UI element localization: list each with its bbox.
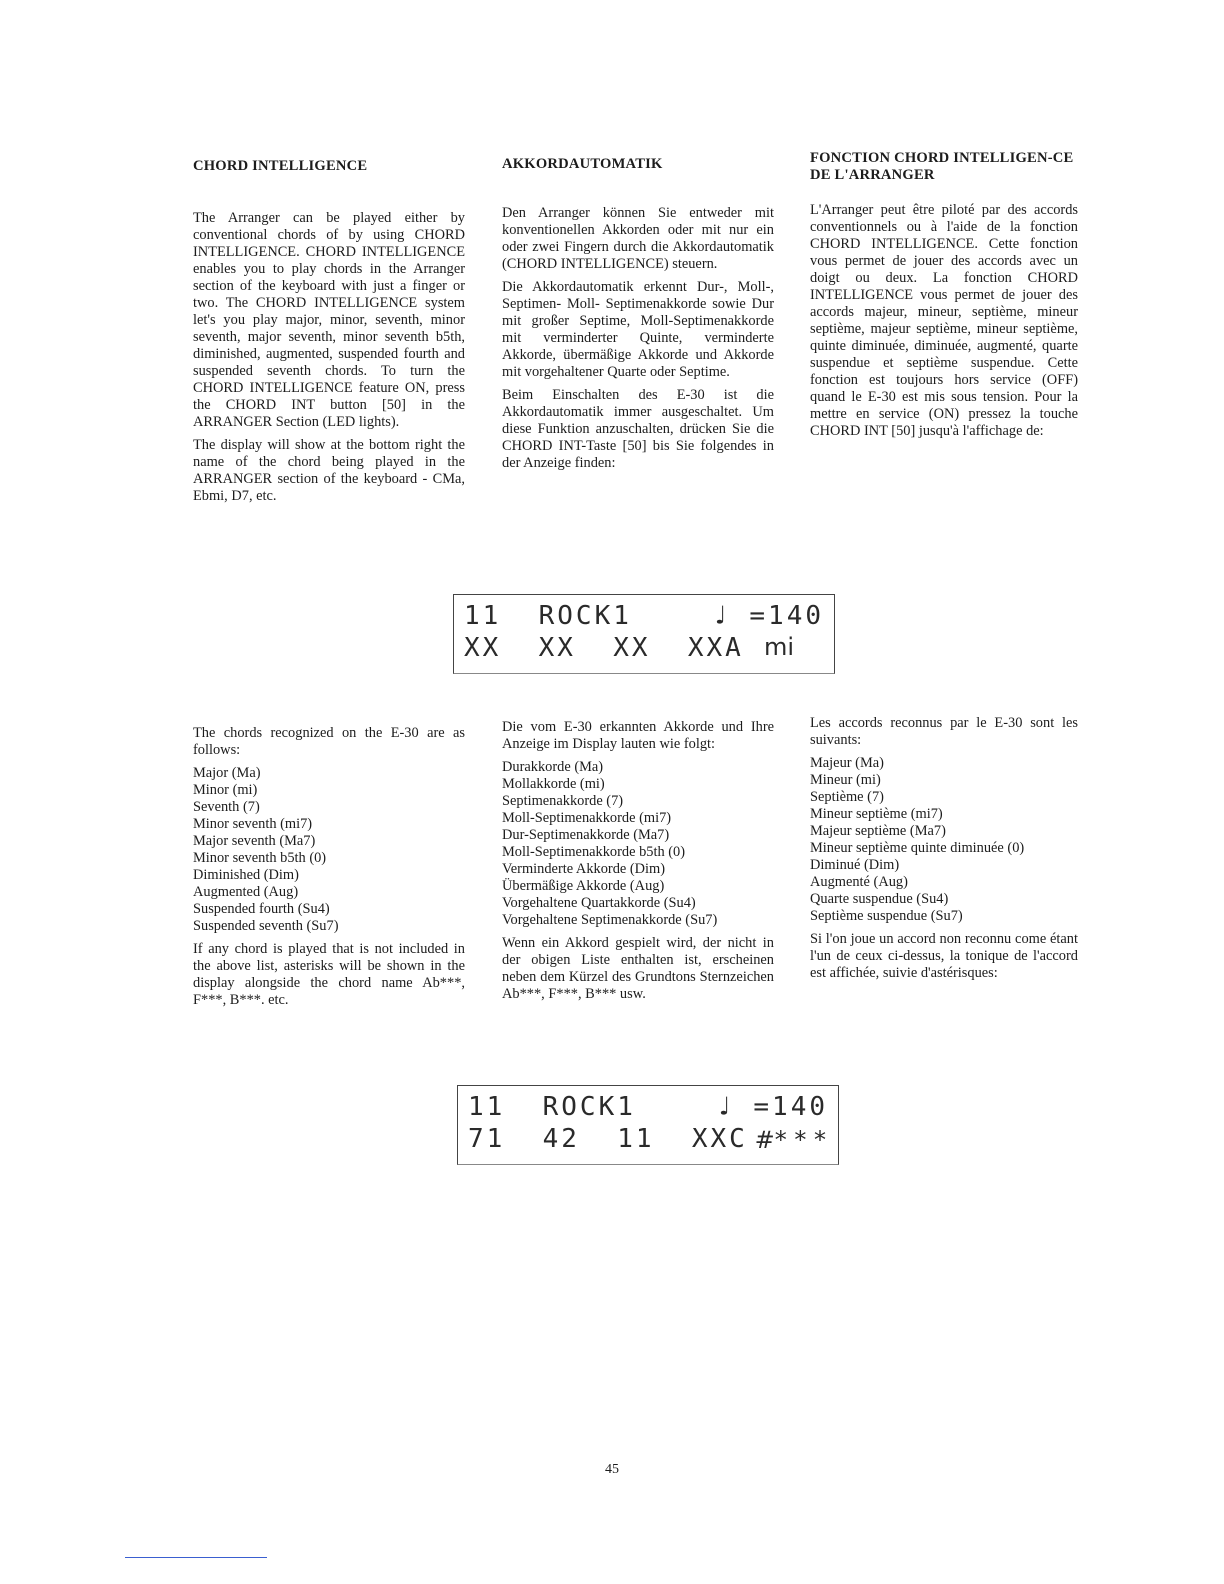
- recognized-de-lead: Die vom E-30 erkannten Akkorde und Ihre Anzeige im Display lauten wie folgt:: [502, 719, 774, 752]
- list-item: Septième suspendue (Su7): [810, 908, 963, 924]
- intro-de-p2: Die Akkordautomatik erkennt Dur-, Moll-, Septimen- Moll- Septimenakkorde sowie Dur mit großer Septime, Moll-Septimenakkorde mit verminderter Quinte, verminderte Akkorde, übermäßige Akkorde und Akkorde mit vorgehaltener Quarte oder Septime.: [502, 279, 774, 380]
- list-item: Dur-Septimenakkorde (Ma7): [502, 827, 670, 843]
- list-item: Suspended seventh (Su7): [193, 918, 339, 934]
- list-item: Suspended fourth (Su4): [193, 901, 330, 917]
- footer-rule: [125, 1557, 267, 1558]
- lcd-display-2: [457, 1085, 839, 1165]
- lcd2-line2: 71 42 11 XXC: [468, 1124, 748, 1154]
- list-item: Septième (7): [810, 789, 884, 805]
- recognized-en: [193, 725, 465, 1015]
- lcd2-chord-suffix: #* * *: [754, 1126, 826, 1154]
- list-item: Diminished (Dim): [193, 867, 299, 883]
- lcd1-tempo: ♩ =140: [712, 601, 824, 631]
- lcd1-line1: 11 ROCK1: [464, 601, 632, 631]
- list-item: Vorgehaltene Quartakkorde (Su4): [502, 895, 696, 911]
- list-item: Septimenakkorde (7): [502, 793, 624, 809]
- intro-fr: [810, 202, 1078, 446]
- list-item: Minor seventh b5th (0): [193, 850, 327, 866]
- list-item: Augmented (Aug): [193, 884, 299, 900]
- list-item: Minor (mi): [193, 782, 258, 798]
- list-item: Übermäßige Akkorde (Aug): [502, 878, 665, 894]
- list-item: Moll-Septimenakkorde b5th (0): [502, 844, 686, 860]
- page-number: 45: [605, 1462, 619, 1477]
- lcd2-tempo: ♩ =140: [716, 1092, 828, 1122]
- list-item: Diminué (Dim): [810, 857, 900, 873]
- recognized-de: [502, 719, 774, 1009]
- list-item: Durakkorde (Ma): [502, 759, 604, 775]
- list-item: Major (Ma): [193, 765, 261, 781]
- recognized-fr-lead: Les accords reconnus par le E-30 sont les suivants:: [810, 715, 1078, 748]
- list-item: Majeur (Ma): [810, 755, 884, 771]
- intro-de-p3: Beim Einschalten des E-30 ist die Akkordautomatik immer ausgeschaltet. Um diese Funktion anzuschalten, drücken Sie die CHORD INT-Taste [50] bis Sie folgendes in der Anzeige finden:: [502, 387, 774, 471]
- list-item: Mollakkorde (mi): [502, 776, 605, 792]
- recognized-en-lead: The chords recognized on the E-30 are as follows:: [193, 725, 465, 758]
- list-item: Minor seventh (mi7): [193, 816, 313, 832]
- list-item: Vorgehaltene Septimenakkorde (Su7): [502, 912, 718, 928]
- chord-list-fr: [810, 755, 1078, 925]
- intro-fr-p1: L'Arranger peut être piloté par des accords conventionnels ou à l'aide de la fonction CHORD INTELLIGENCE. Cette fonction vous permet de jouer des accords avec un doigt ou deux. La fonction CHORD INTELLIGENCE vous permet de jouer des accords majeur, mineur, septième, mineur septième, majeur septième, mineur septième, quinte diminuée, diminuée, augmenté, quarte suspendue et septième suspendue. Cette fonction est toujours hors service (OFF) quand le E-30 est mis sous tension. Pour la mettre en service (ON) pressez la touche CHORD INT [50] jusqu'à l'affichage de:: [810, 202, 1078, 439]
- chord-list-en: [193, 765, 465, 935]
- intro-de: [502, 205, 774, 478]
- recognized-en-tail: If any chord is played that is not included in the above list, asterisks will be shown in the display alongside the chord name Ab***, F***, B***. etc.: [193, 941, 465, 1008]
- list-item: Majeur septième (Ma7): [810, 823, 946, 839]
- intro-en-p1: The Arranger can be played either by conventional chords of by using CHORD INTELLIGENCE. CHORD INTELLIGENCE enables you to play chords in the Arranger section of the keyboard with just a finger or two. The CHORD INTELLIGENCE system let's you play major, minor, seventh, minor seventh, major seventh, minor seventh b5th, diminished, augmented, suspended fourth and suspended seventh chords. To turn the CHORD INTELLIGENCE feature ON, press the CHORD INT button [50] in the ARRANGER Section (LED lights).: [193, 210, 465, 430]
- list-item: Mineur septième quinte diminuée (0): [810, 840, 1025, 856]
- lcd2-line1: 11 ROCK1: [468, 1092, 636, 1122]
- chord-list-de: [502, 759, 774, 929]
- list-item: Seventh (7): [193, 799, 260, 815]
- list-item: Major seventh (Ma7): [193, 833, 316, 849]
- intro-de-p1: Den Arranger können Sie entweder mit konventionellen Akkorden oder mit nur ein oder zwei Fingern durch die Akkordautomatik (CHORD INTELLIGENCE) steuern.: [502, 205, 774, 272]
- lcd1-chord-suffix: mi: [763, 633, 794, 661]
- list-item: Mineur (mi): [810, 772, 881, 788]
- list-item: Augmenté (Aug): [810, 874, 908, 890]
- intro-en-p2: The display will show at the bottom right the name of the chord being played in the ARRANGER section of the keyboard - CMa, Ebmi, D7, etc.: [193, 437, 465, 504]
- recognized-fr: [810, 715, 1078, 988]
- list-item: Quarte suspendue (Su4): [810, 891, 949, 907]
- recognized-fr-tail: Si l'on joue un accord non reconnu come étant l'un de ceux ci-dessus, la tonique de l'accord est affichée, suivie d'astérisques:: [810, 931, 1078, 981]
- intro-en: [193, 210, 465, 511]
- list-item: Verminderte Akkorde (Dim): [502, 861, 666, 877]
- list-item: Mineur septième (mi7): [810, 806, 943, 822]
- lcd-display-1: [453, 594, 835, 674]
- list-item: Moll-Septimenakkorde (mi7): [502, 810, 672, 826]
- lcd1-line2: XX XX XX XXA: [464, 633, 744, 663]
- recognized-de-tail: Wenn ein Akkord gespielt wird, der nicht in der obigen Liste enthalten ist, erscheinen neben dem Kürzel des Grundtons Sternzeichen Ab***, F***, B*** usw.: [502, 935, 774, 1002]
